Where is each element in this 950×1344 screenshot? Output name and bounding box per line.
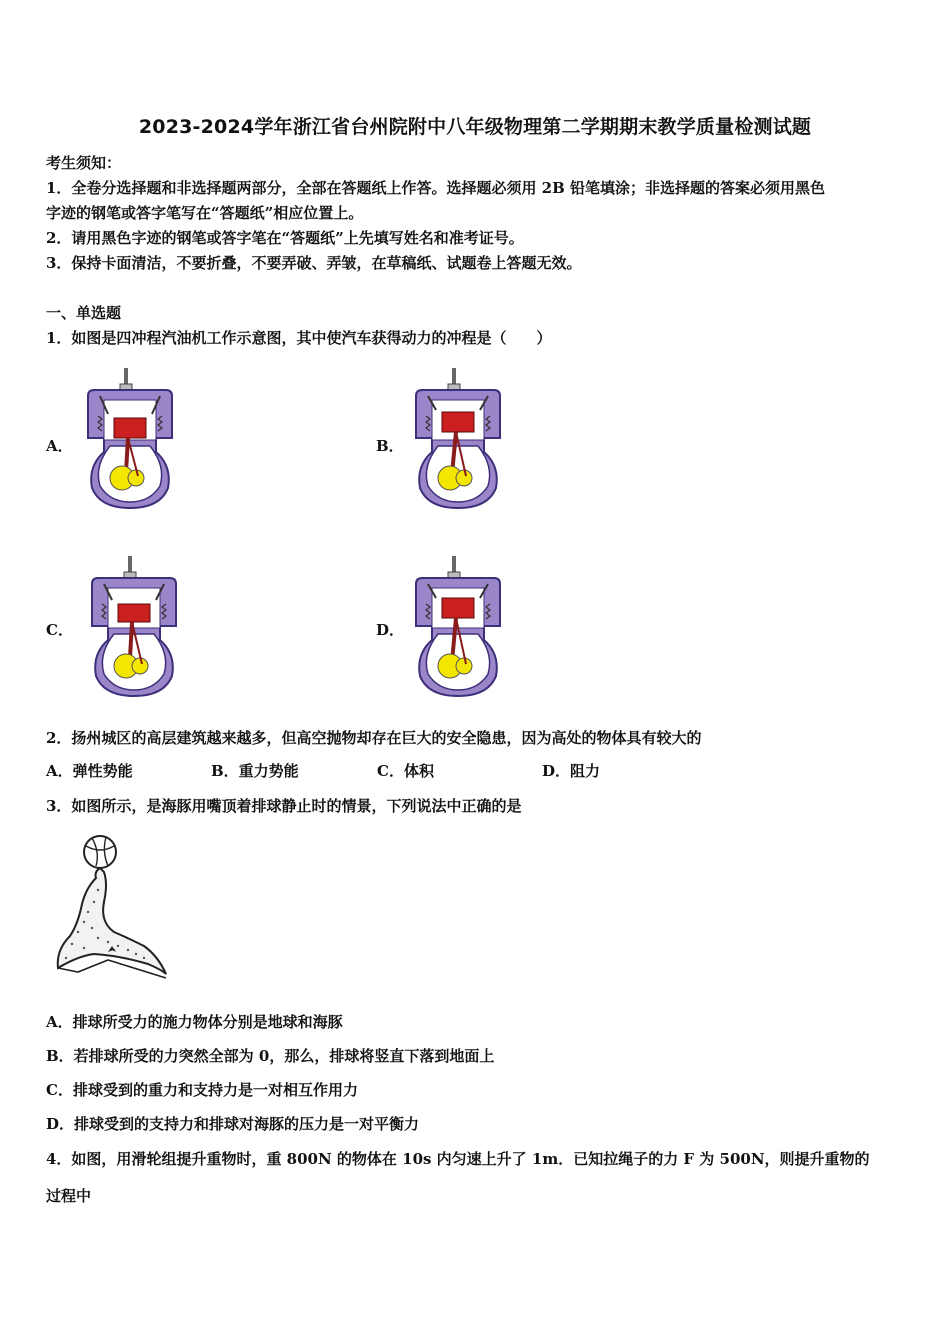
- section-heading: 一、单选题: [46, 304, 122, 322]
- q3-option-a: A．排球所受力的施力物体分别是地球和海豚: [46, 1013, 343, 1031]
- q2-option-b: B．重力势能: [211, 762, 299, 780]
- q1-option-c-label: C．: [46, 621, 73, 639]
- notice-line-1b: 字迹的钢笔或答字笔写在“答题纸”相应位置上。: [46, 204, 364, 222]
- q3-option-b: B．若排球所受的力突然全部为 0，那么，排球将竖直下落到地面上: [46, 1047, 495, 1065]
- engine-diagram-b: [408, 366, 508, 511]
- q4-stem-line-1: 4．如图，用滑轮组提升重物时，重 800N 的物体在 10s 内匀速上升了 1m．已知拉绳子的力 F 为 500N，则提升重物的: [46, 1150, 870, 1168]
- engine-diagram-a: [80, 366, 180, 511]
- q3-option-d: D．排球受到的支持力和排球对海豚的压力是一对平衡力: [46, 1115, 420, 1133]
- q3-stem: 3．如图所示，是海豚用嘴顶着排球静止时的情景，下列说法中正确的是: [46, 797, 522, 815]
- q2-option-a: A．弹性势能: [46, 762, 133, 780]
- notice-line-2: 2．请用黑色字迹的钢笔或答字笔在“答题纸”上先填写姓名和准考证号。: [46, 229, 524, 247]
- notice-line-3: 3．保持卡面清洁，不要折叠，不要弄破、弄皱，在草稿纸、试题卷上答题无效。: [46, 254, 582, 272]
- notice-heading: 考生须知：: [46, 154, 122, 172]
- q4-stem-line-2: 过程中: [46, 1187, 92, 1205]
- q1-option-d-label: D．: [376, 621, 405, 639]
- q2-option-d: D．阻力: [542, 762, 601, 780]
- q1-option-b-label: B．: [376, 437, 404, 455]
- notice-line-1a: 1．全卷分选择题和非选择题两部分，全部在答题纸上作答。选择题必须用 2B 铅笔填涂；非选择题的答案必须用黑色: [46, 179, 826, 197]
- engine-diagram-c: [84, 554, 184, 699]
- q2-stem: 2．扬州城区的高层建筑越来越多，但高空抛物却存在巨大的安全隐患，因为高处的物体具有较大的: [46, 729, 702, 747]
- q3-option-c: C．排球受到的重力和支持力是一对相互作用力: [46, 1081, 358, 1099]
- q1-stem: 1．如图是四冲程汽油机工作示意图，其中使汽车获得动力的冲程是（ ）: [46, 329, 552, 347]
- q1-option-a-label: A．: [46, 437, 73, 455]
- engine-diagram-d: [408, 554, 508, 699]
- dolphin-ball-illustration: [48, 832, 178, 980]
- q2-option-c: C．体积: [377, 762, 434, 780]
- page-title: 2023-2024学年浙江省台州院附中八年级物理第二学期期末教学质量检测试题: [138, 116, 812, 138]
